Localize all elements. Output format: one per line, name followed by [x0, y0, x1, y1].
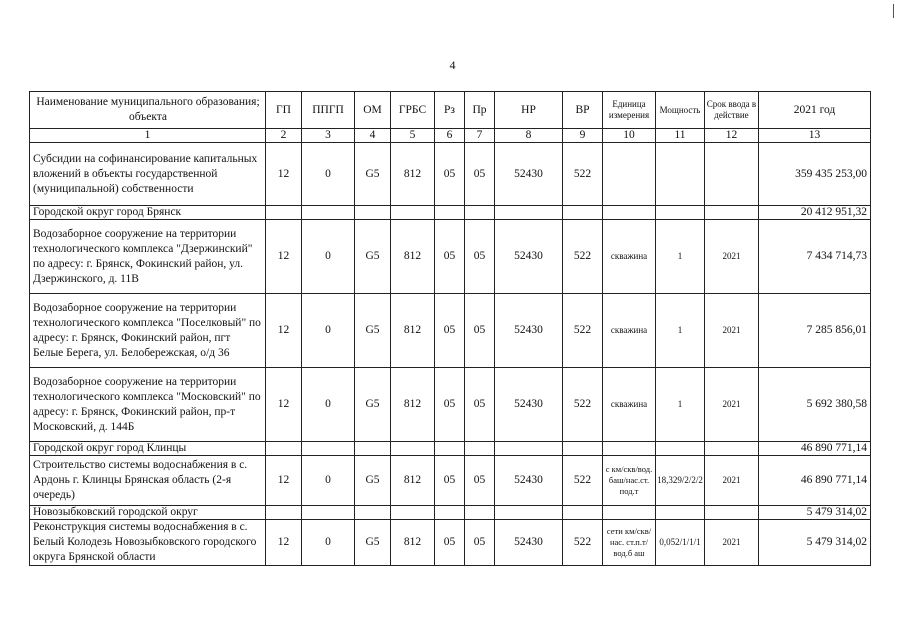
row-name: Водозаборное сооружение на территории технологического комплекса "Поселковый" по адресу: г. Брянск, Фокинский район, пгт Белые Берега, ул. Белобережская, о/д 36 — [30, 294, 266, 368]
row-vr: 522 — [563, 220, 603, 294]
table-row — [30, 220, 871, 294]
column-number: 8 — [495, 129, 563, 143]
header-om: ОМ — [355, 92, 391, 129]
row-gp: 12 — [266, 520, 302, 566]
row-nr: 52430 — [495, 368, 563, 442]
table-row — [30, 368, 871, 442]
row-amount: 5 692 380,58 — [759, 368, 871, 442]
header-ppgp: ППГП — [302, 92, 355, 129]
table-row — [30, 456, 871, 506]
column-number-row — [30, 129, 871, 143]
row-term: 2021 — [705, 368, 759, 442]
row-vr: 522 — [563, 520, 603, 566]
column-number: 2 — [266, 129, 302, 143]
row-name: Городской округ город Клинцы — [30, 442, 266, 456]
row-nr: 52430 — [495, 456, 563, 506]
row-grbs: 812 — [391, 220, 435, 294]
row-capacity — [656, 143, 705, 206]
row-name: Строительство системы водоснабжения в с. Ардонь г. Клинцы Брянская область (2-я очередь) — [30, 456, 266, 506]
row-ppgp: 0 — [302, 520, 355, 566]
row-amount: 20 412 951,32 — [759, 206, 871, 220]
header-pr: Пр — [465, 92, 495, 129]
row-nr: 52430 — [495, 143, 563, 206]
row-om: G5 — [355, 456, 391, 506]
row-rz: 05 — [435, 143, 465, 206]
row-amount: 5 479 314,02 — [759, 506, 871, 520]
row-nr: 52430 — [495, 294, 563, 368]
row-om: G5 — [355, 520, 391, 566]
row-amount: 46 890 771,14 — [759, 442, 871, 456]
row-nr: 52430 — [495, 220, 563, 294]
row-rz: 05 — [435, 456, 465, 506]
row-gp: 12 — [266, 456, 302, 506]
row-unit: сети км/скв/нас. ст.п.т/вод.б аш — [603, 520, 656, 566]
subtotal-row — [30, 506, 871, 520]
row-pr: 05 — [465, 220, 495, 294]
row-capacity: 1 — [656, 294, 705, 368]
row-rz: 05 — [435, 520, 465, 566]
row-rz: 05 — [435, 220, 465, 294]
row-unit — [603, 143, 656, 206]
subtotal-row — [30, 206, 871, 220]
row-pr: 05 — [465, 368, 495, 442]
row-amount: 5 479 314,02 — [759, 520, 871, 566]
header-grbs: ГРБС — [391, 92, 435, 129]
row-grbs: 812 — [391, 456, 435, 506]
row-name: Городской округ город Брянск — [30, 206, 266, 220]
row-term: 2021 — [705, 220, 759, 294]
row-capacity: 1 — [656, 368, 705, 442]
header-nr: НР — [495, 92, 563, 129]
column-number: 4 — [355, 129, 391, 143]
budget-table — [29, 91, 871, 566]
row-unit: скважина — [603, 220, 656, 294]
row-term: 2021 — [705, 294, 759, 368]
column-number: 6 — [435, 129, 465, 143]
row-vr: 522 — [563, 294, 603, 368]
row-name: Новозыбковский городской округ — [30, 506, 266, 520]
row-gp: 12 — [266, 368, 302, 442]
header-gp: ГП — [266, 92, 302, 129]
row-amount: 7 285 856,01 — [759, 294, 871, 368]
header-year: 2021 год — [759, 92, 871, 129]
row-pr: 05 — [465, 456, 495, 506]
header-unit: Единица измерения — [603, 92, 656, 129]
row-capacity: 1 — [656, 220, 705, 294]
row-gp: 12 — [266, 294, 302, 368]
table-row — [30, 520, 871, 566]
column-number: 5 — [391, 129, 435, 143]
row-rz: 05 — [435, 368, 465, 442]
row-om: G5 — [355, 143, 391, 206]
page-number: 4 — [449, 58, 456, 72]
column-number: 13 — [759, 129, 871, 143]
table-row — [30, 143, 871, 206]
row-grbs: 812 — [391, 143, 435, 206]
row-name: Субсидии на софинансирование капитальных вложений в объекты государственной (муниципальной) собственности — [30, 143, 266, 206]
column-number: 10 — [603, 129, 656, 143]
header-term: Срок ввода в действие — [705, 92, 759, 129]
row-term: 2021 — [705, 520, 759, 566]
row-ppgp: 0 — [302, 143, 355, 206]
row-vr: 522 — [563, 368, 603, 442]
row-name: Водозаборное сооружение на территории технологического комплекса "Московский" по адресу: г. Брянск, Фокинский район, пр-т Московский, д. 144Б — [30, 368, 266, 442]
row-ppgp: 0 — [302, 368, 355, 442]
row-ppgp: 0 — [302, 456, 355, 506]
row-capacity: 0,052/1/1/1 — [656, 520, 705, 566]
row-om: G5 — [355, 368, 391, 442]
row-pr: 05 — [465, 143, 495, 206]
row-om: G5 — [355, 220, 391, 294]
row-grbs: 812 — [391, 368, 435, 442]
header-capacity: Мощность — [656, 92, 705, 129]
row-grbs: 812 — [391, 520, 435, 566]
row-amount: 359 435 253,00 — [759, 143, 871, 206]
row-term — [705, 143, 759, 206]
row-grbs: 812 — [391, 294, 435, 368]
table-row — [30, 294, 871, 368]
table-header-row — [30, 92, 871, 129]
column-number: 12 — [705, 129, 759, 143]
subtotal-row — [30, 442, 871, 456]
row-pr: 05 — [465, 294, 495, 368]
row-amount: 46 890 771,14 — [759, 456, 871, 506]
row-gp: 12 — [266, 220, 302, 294]
row-om: G5 — [355, 294, 391, 368]
header-name: Наименование муниципального образования; объекта — [30, 92, 266, 129]
row-ppgp: 0 — [302, 294, 355, 368]
row-vr: 522 — [563, 143, 603, 206]
row-unit: с км/скв/вод. баш/нас.ст. под.т — [603, 456, 656, 506]
row-capacity: 18,329/2/2/2 — [656, 456, 705, 506]
row-term: 2021 — [705, 456, 759, 506]
column-number: 1 — [30, 129, 266, 143]
column-number: 9 — [563, 129, 603, 143]
column-number: 11 — [656, 129, 705, 143]
row-unit: скважина — [603, 368, 656, 442]
row-vr: 522 — [563, 456, 603, 506]
row-unit: скважина — [603, 294, 656, 368]
header-rz: Рз — [435, 92, 465, 129]
header-vr: ВР — [563, 92, 603, 129]
row-name: Водозаборное сооружение на территории технологического комплекса "Дзержинский" по адресу: г. Брянск, Фокинский район, ул. Дзержинского, д. 11В — [30, 220, 266, 294]
row-ppgp: 0 — [302, 220, 355, 294]
column-number: 7 — [465, 129, 495, 143]
row-nr: 52430 — [495, 520, 563, 566]
row-amount: 7 434 714,73 — [759, 220, 871, 294]
row-rz: 05 — [435, 294, 465, 368]
page-edge-mark — [893, 4, 894, 18]
column-number: 3 — [302, 129, 355, 143]
row-pr: 05 — [465, 520, 495, 566]
row-name: Реконструкция системы водоснабжения в с. Белый Колодезь Новозыбковского городского округа Брянской области — [30, 520, 266, 566]
row-gp: 12 — [266, 143, 302, 206]
